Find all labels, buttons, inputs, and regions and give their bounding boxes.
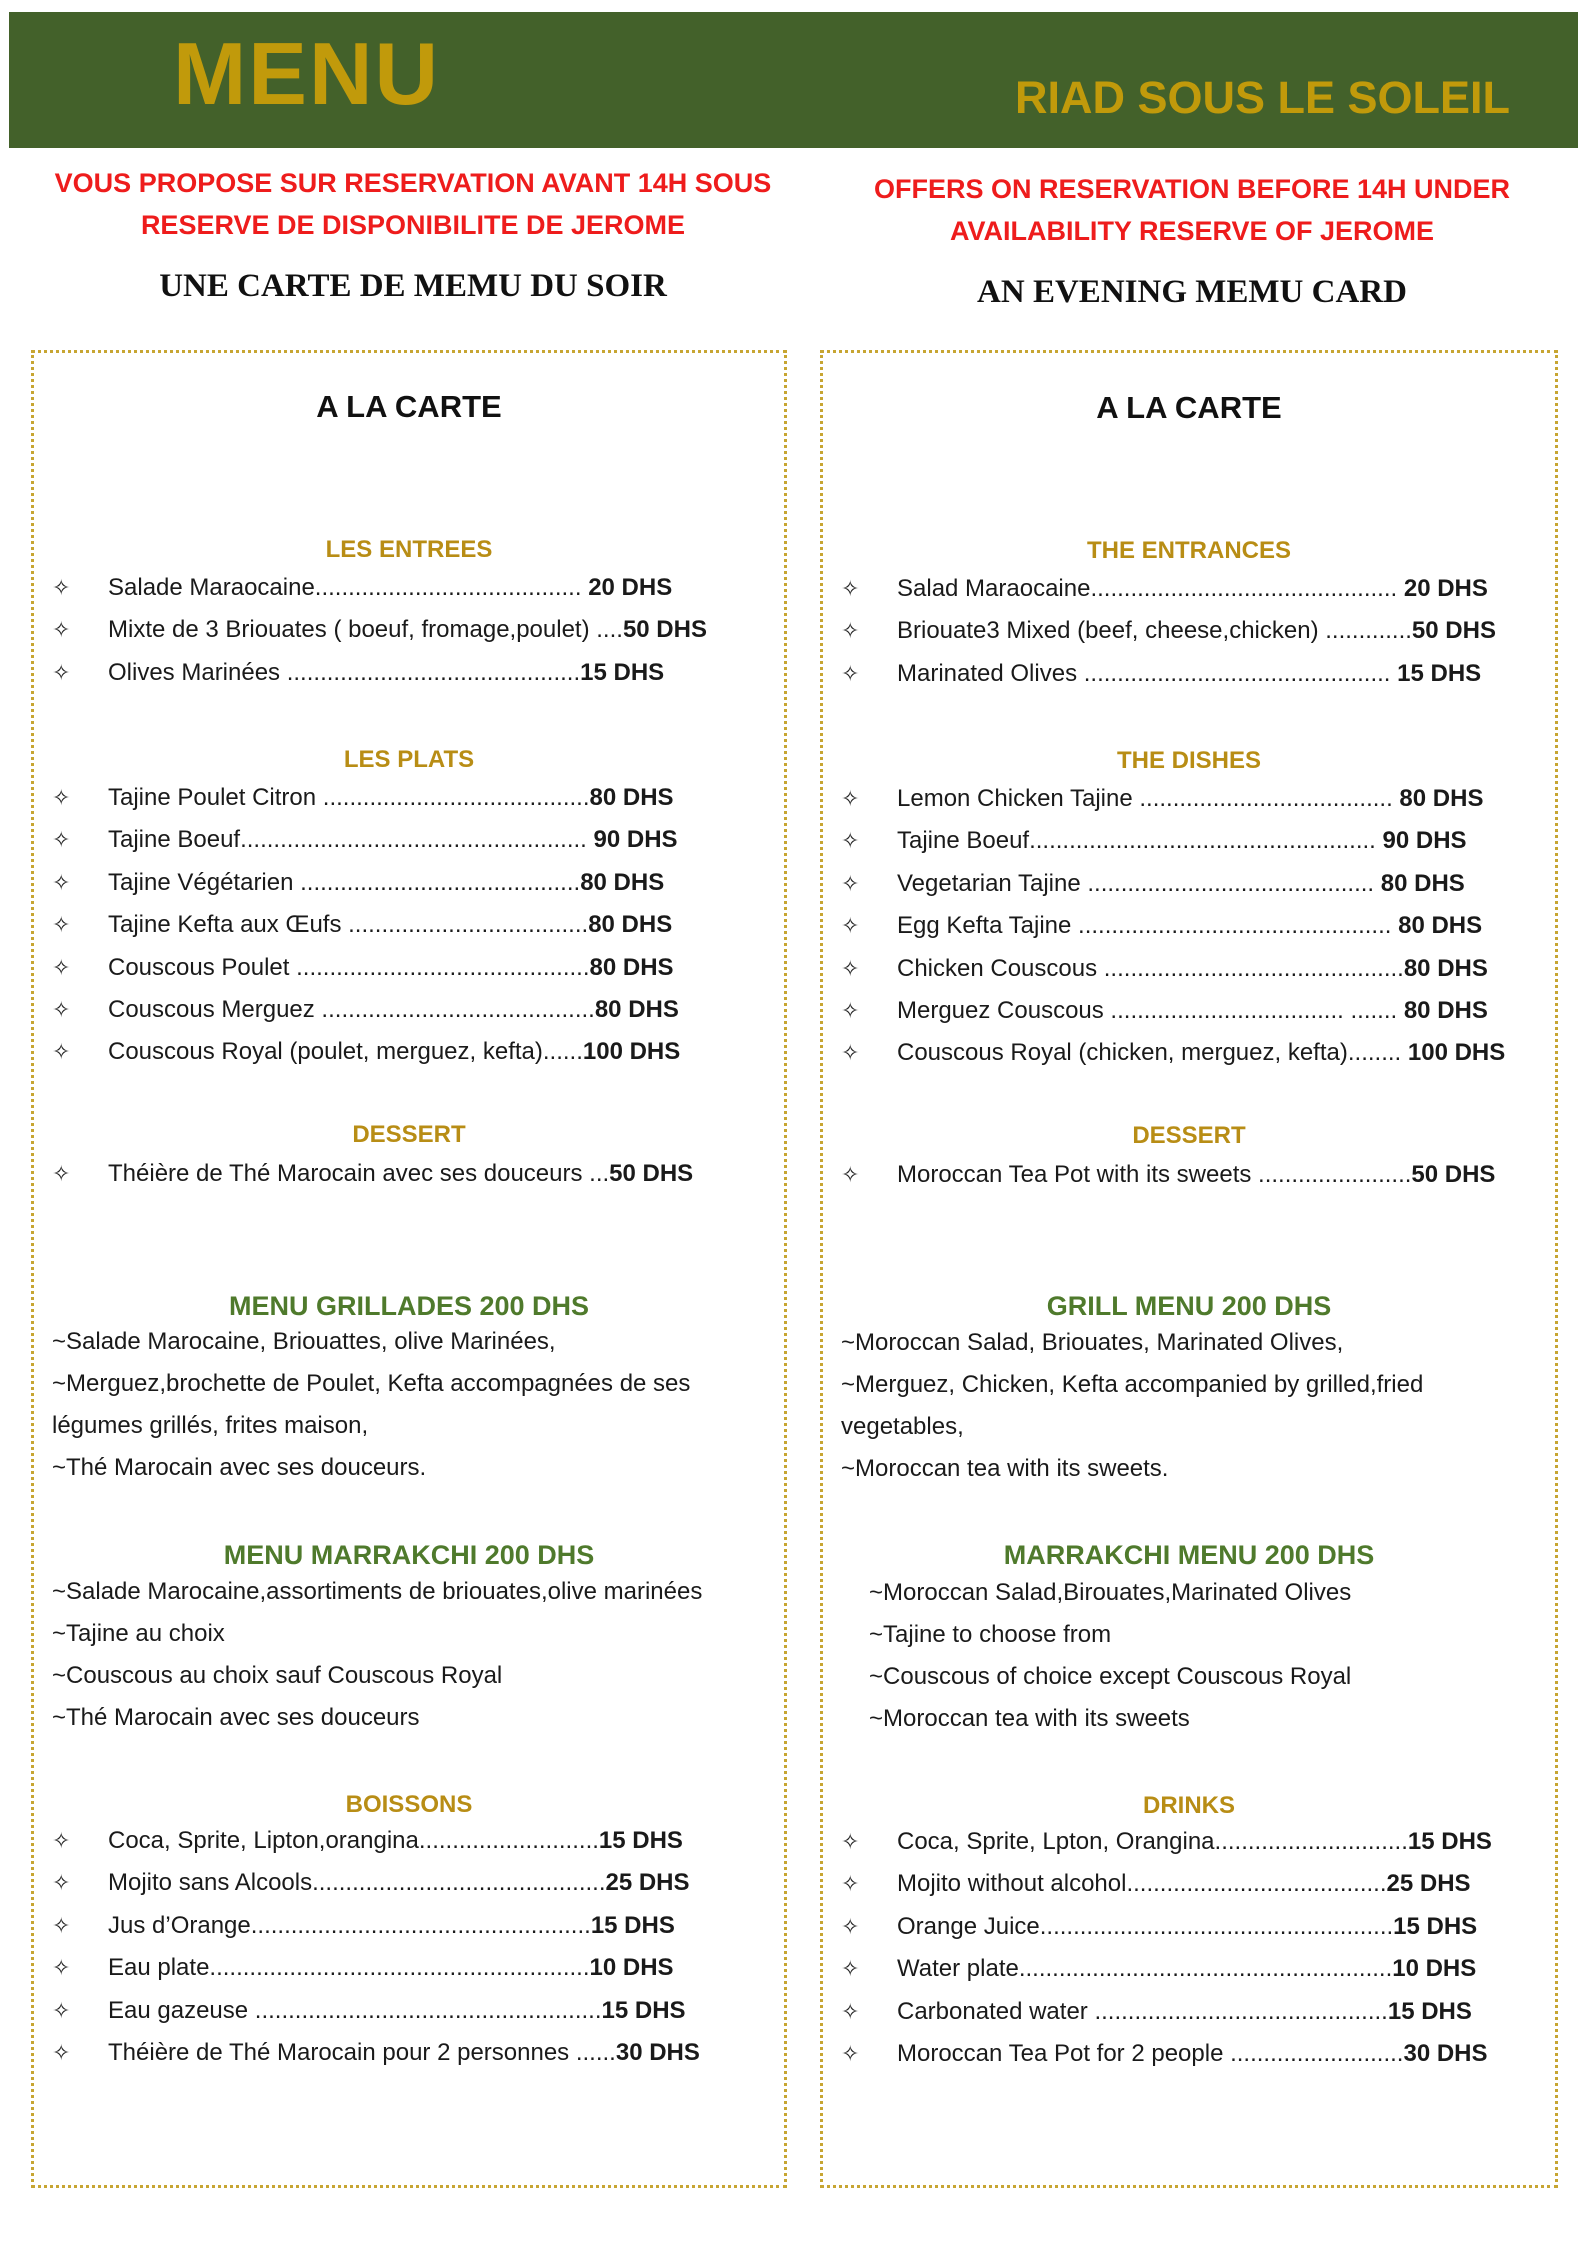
marrakchi-menu-title: MARRAKCHI MENU 200 DHS (1003, 1540, 1375, 1570)
menu-item-price: 80 DHS (1398, 912, 1483, 940)
menu-item-price: 50 DHS (1411, 1161, 1496, 1188)
grill-menu-title: GRILL MENU 200 DHS (1046, 1291, 1332, 1321)
menu-item-price: 80 DHS (1399, 785, 1484, 812)
menu-item-name: Briouate3 Mixed (beef, cheese,chicken) ............. (897, 617, 1412, 645)
menu-item-price: 100 DHS (582, 1038, 681, 1066)
left-subtitle: UNE CARTE DE MEMU DU SOIR (159, 268, 667, 304)
menu-item (841, 653, 1481, 695)
star-bullet-icon: ✧ (52, 1997, 71, 2023)
set-menu-line: ~Moroccan Salad,Birouates,Marinated Olives (869, 1579, 1352, 1606)
section-title-dishes: THE DISHES (1116, 747, 1262, 774)
star-bullet-icon: ✧ (52, 2040, 71, 2065)
menu-item (841, 610, 1496, 652)
menu-item-price: 80 DHS (580, 868, 665, 896)
set-menu-line: vegetables, (841, 1413, 964, 1440)
menu-item-name: Mojito without alcohol....................................... (897, 1870, 1387, 1898)
menu-item-name: Marinated Olives .............................................. (897, 659, 1398, 687)
menu-item-price: 30 DHS (1403, 2040, 1488, 2067)
set-menu-line: ~Moroccan Salad, Briouates, Marinated Olives, (841, 1329, 1344, 1356)
star-bullet-icon: ✧ (52, 997, 71, 1022)
menu-item-name: Chicken Couscous ............................................. (897, 954, 1404, 982)
menu-item-name: Couscous Royal (poulet, merguez, kefta)...... (108, 1038, 583, 1066)
right-menu-panel (820, 350, 1558, 2188)
menu-item (52, 819, 678, 861)
menu-item-price: 80 DHS (1403, 997, 1488, 1024)
set-menu-line: ~Thé Marocain avec ses douceurs. (52, 1454, 427, 1481)
menu-item-price: 10 DHS (1392, 1955, 1477, 1983)
set-menu-line: ~Couscous au choix sauf Couscous Royal (52, 1662, 503, 1689)
star-bullet-icon: ✧ (841, 2041, 860, 2066)
menu-item-name: Water plate........................................................ (897, 1955, 1393, 1983)
star-bullet-icon: ✧ (52, 869, 71, 895)
menu-item (52, 2032, 700, 2074)
set-menu-line: légumes grillés, frites maison, (52, 1412, 369, 1439)
menu-item-price: 15 DHS (1393, 1912, 1478, 1940)
menu-item (52, 1820, 683, 1862)
section-title-plats: LES PLATS (343, 746, 475, 773)
menu-item (841, 905, 1482, 947)
menu-item-name: Lemon Chicken Tajine ...................................... (897, 785, 1400, 812)
menu-item (52, 989, 679, 1031)
star-bullet-icon: ✧ (841, 1871, 860, 1897)
right-intro-line-2: AVAILABILITY RESERVE OF JEROME (949, 216, 1435, 246)
menu-item-name: Tajine Boeuf.................................................... (897, 827, 1383, 855)
menu-item-price: 90 DHS (1382, 827, 1467, 855)
menu-item (52, 947, 674, 989)
menu-item-price: 25 DHS (605, 1869, 690, 1897)
left-intro (33, 162, 793, 246)
star-bullet-icon: ✧ (52, 1828, 71, 1853)
menu-grillades-title: MENU GRILLADES 200 DHS (228, 1291, 590, 1321)
menu-item-name: Couscous Merguez ......................................... (108, 996, 595, 1023)
menu-item (52, 1031, 680, 1073)
menu-item-name: Moroccan Tea Pot with its sweets ....................... (897, 1161, 1412, 1188)
star-bullet-icon: ✧ (841, 913, 860, 939)
star-bullet-icon: ✧ (52, 1039, 71, 1065)
star-bullet-icon: ✧ (52, 617, 71, 643)
star-bullet-icon: ✧ (841, 870, 860, 896)
star-bullet-icon: ✧ (52, 1870, 71, 1896)
menu-item-name: Orange Juice..................................................... (897, 1912, 1394, 1940)
set-menu-line: ~Merguez, Chicken, Kefta accompanied by grilled,fried (841, 1371, 1424, 1398)
star-bullet-icon: ✧ (841, 786, 860, 811)
menu-item-price: 15 DHS (1387, 1997, 1472, 2025)
menu-item-name: Vegetarian Tajine ........................................... (897, 869, 1381, 897)
menu-item-price: 30 DHS (615, 2039, 700, 2066)
star-bullet-icon: ✧ (52, 575, 71, 600)
menu-item-name: Jus d’Orange................................................... (108, 1911, 591, 1939)
menu-item-name: Tajine Poulet Citron ........................................ (108, 784, 590, 811)
set-menu-line: ~Salade Marocaine, Briouattes, olive Marinées, (52, 1328, 556, 1355)
star-bullet-icon: ✧ (52, 1161, 71, 1186)
section-title-dessert: DESSERT (1132, 1122, 1246, 1149)
menu-item-price: 15 DHS (1407, 1828, 1492, 1855)
riad-name: RIAD SOUS LE SOLEIL (1014, 72, 1510, 123)
menu-item-price: 10 DHS (589, 1954, 674, 1982)
right-subtitle: AN EVENING MEMU CARD (977, 274, 1407, 310)
menu-item (52, 1905, 675, 1947)
menu-item-name: Couscous Royal (chicken, merguez, kefta)........ (897, 1039, 1408, 1067)
menu-item (841, 1032, 1505, 1074)
menu-item (841, 1906, 1477, 1948)
star-bullet-icon: ✧ (52, 1912, 71, 1938)
set-menu-line: ~Merguez,brochette de Poulet, Kefta accompagnées de ses (52, 1370, 691, 1397)
section-title-boissons: BOISSONS (345, 1791, 473, 1818)
menu-item-name: Théière de Thé Marocain pour 2 personnes ...... (108, 2039, 616, 2066)
menu-item (841, 863, 1465, 905)
menu-item-price: 80 DHS (1380, 869, 1465, 897)
set-menu-line: ~Moroccan tea with its sweets (869, 1705, 1190, 1732)
menu-item-price: 20 DHS (588, 574, 673, 601)
menu-item (841, 1821, 1492, 1863)
menu-item-price: 15 DHS (1397, 659, 1482, 687)
menu-item-name: Salad Maraocaine.............................................. (897, 575, 1404, 602)
menu-item-price: 80 DHS (594, 996, 679, 1023)
menu-item-name: Moroccan Tea Pot for 2 people .......................... (897, 2040, 1404, 2067)
menu-item-price: 15 DHS (590, 1911, 675, 1939)
section-title-dessert: DESSERT (352, 1121, 466, 1148)
section-title-entrees: LES ENTREES (325, 536, 493, 563)
menu-item (52, 777, 674, 819)
menu-item-price: 80 DHS (589, 784, 674, 811)
menu-item (52, 567, 672, 609)
menu-item-price: 50 DHS (1411, 617, 1496, 645)
menu-item-price: 80 DHS (588, 911, 673, 939)
star-bullet-icon: ✧ (841, 1162, 860, 1187)
star-bullet-icon: ✧ (52, 1955, 71, 1981)
menu-item (52, 1153, 693, 1195)
star-bullet-icon: ✧ (841, 1956, 860, 1982)
star-bullet-icon: ✧ (841, 1913, 860, 1939)
star-bullet-icon: ✧ (52, 827, 71, 853)
carte-title: A LA CARTE (316, 389, 502, 424)
set-menu-line: ~Couscous of choice except Couscous Royal (869, 1663, 1352, 1690)
menu-item (841, 1863, 1471, 1905)
right-intro (822, 168, 1562, 252)
menu-item (52, 1862, 690, 1904)
section-title-drinks: DRINKS (1142, 1792, 1235, 1819)
star-bullet-icon: ✧ (841, 1829, 860, 1854)
menu-item (841, 948, 1488, 990)
menu-item-name: Théière de Thé Marocain avec ses douceurs ... (108, 1160, 610, 1187)
star-bullet-icon: ✧ (52, 912, 71, 938)
menu-item-name: Mixte de 3 Briouates ( boeuf, fromage,poulet) .... (108, 616, 623, 644)
menu-item (841, 1948, 1476, 1990)
left-intro-line-2: RESERVE DE DISPONIBILITE DE JEROME (140, 210, 686, 240)
menu-item (841, 990, 1488, 1032)
set-menu-line: ~Salade Marocaine,assortiments de briouates,olive marinées (52, 1578, 703, 1605)
menu-item-name: Eau plate......................................................... (108, 1954, 590, 1982)
menu-item-name: Salade Maraocaine........................................ (108, 574, 589, 601)
menu-item-price: 90 DHS (593, 826, 678, 854)
menu-item (52, 1947, 674, 1989)
menu-item (841, 2033, 1488, 2075)
menu-item-price: 15 DHS (601, 1996, 686, 2024)
menu-item (52, 1990, 686, 2032)
menu-item-price: 100 DHS (1407, 1039, 1506, 1067)
right-intro-line-1: OFFERS ON RESERVATION BEFORE 14H UNDER (873, 174, 1511, 204)
star-bullet-icon: ✧ (841, 1040, 860, 1066)
menu-item-name: Tajine Végétarien .......................................... (108, 868, 581, 896)
menu-item-price: 80 DHS (589, 953, 674, 981)
menu-item-price: 80 DHS (1403, 954, 1488, 982)
section-title-entrances: THE ENTRANCES (1086, 537, 1291, 564)
star-bullet-icon: ✧ (841, 1998, 860, 2024)
menu-item (52, 652, 664, 694)
menu-marrakchi-title: MENU MARRAKCHI 200 DHS (223, 1540, 595, 1570)
menu-item-name: Eau gazeuse .................................................... (108, 1996, 602, 2024)
menu-item-name: Coca, Sprite, Lipton,orangina........................... (108, 1827, 599, 1854)
menu-item-price: 50 DHS (609, 1160, 694, 1187)
menu-item-name: Tajine Boeuf.................................................... (108, 826, 594, 854)
star-bullet-icon: ✧ (52, 785, 71, 810)
star-bullet-icon: ✧ (841, 618, 860, 644)
star-bullet-icon: ✧ (841, 955, 860, 981)
menu-item-name: Carbonated water ............................................ (897, 1997, 1388, 2025)
menu-item (841, 778, 1483, 820)
menu-item-price: 50 DHS (622, 616, 707, 644)
menu-item (841, 1154, 1495, 1196)
menu-item-name: Olives Marinées ............................................ (108, 658, 581, 686)
menu-item (52, 609, 707, 651)
menu-item (841, 820, 1467, 862)
menu-item-name: Tajine Kefta aux Œufs .................................... (108, 911, 589, 939)
menu-item (52, 862, 664, 904)
star-bullet-icon: ✧ (841, 828, 860, 854)
star-bullet-icon: ✧ (52, 659, 71, 685)
carte-title: A LA CARTE (1096, 390, 1282, 425)
set-menu-line: ~Tajine au choix (52, 1620, 225, 1647)
menu-item-name: Egg Kefta Tajine ............................................... (897, 912, 1399, 940)
star-bullet-icon: ✧ (841, 998, 860, 1023)
menu-item-price: 20 DHS (1403, 575, 1488, 602)
left-intro-line-1: VOUS PROPOSE SUR RESERVATION AVANT 14H SOUS (54, 168, 772, 198)
menu-item (841, 1991, 1472, 2033)
menu-item-name: Mojito sans Alcools............................................ (108, 1869, 606, 1897)
star-bullet-icon: ✧ (52, 954, 71, 980)
set-menu-line: ~Tajine to choose from (869, 1621, 1112, 1648)
menu-item-name: Coca, Sprite, Lpton, Orangina............................. (897, 1828, 1408, 1855)
menu-item-price: 15 DHS (598, 1827, 683, 1854)
star-bullet-icon: ✧ (841, 576, 860, 601)
left-menu-panel (31, 350, 787, 2188)
menu-title: MENU (173, 24, 441, 123)
set-menu-line: ~Thé Marocain avec ses douceurs (52, 1704, 420, 1731)
menu-item-price: 15 DHS (580, 658, 665, 686)
star-bullet-icon: ✧ (841, 660, 860, 686)
menu-item (52, 904, 672, 946)
menu-item-name: Couscous Poulet ............................................ (108, 953, 590, 981)
menu-item-price: 25 DHS (1386, 1870, 1471, 1898)
set-menu-line: ~Moroccan tea with its sweets. (841, 1455, 1169, 1482)
menu-item (841, 568, 1488, 610)
menu-item-name: Merguez Couscous ................................... ....... (897, 997, 1404, 1024)
